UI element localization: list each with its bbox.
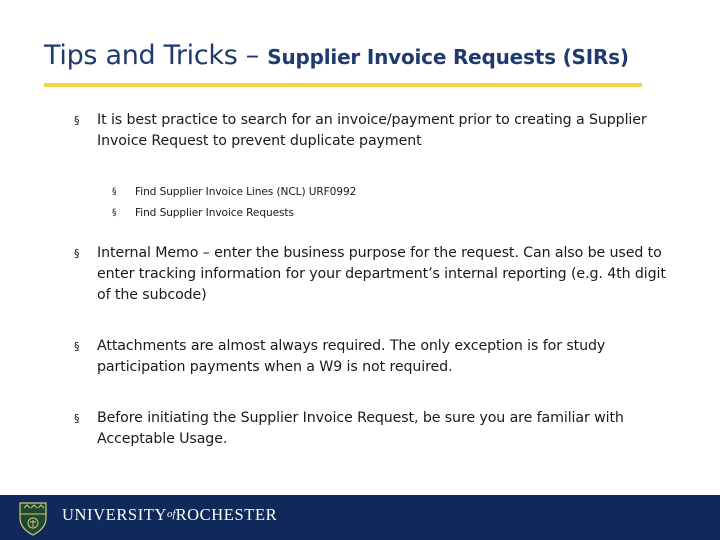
title-underline <box>44 83 642 87</box>
slide-title <box>44 40 629 71</box>
bullet-text: It is best practice to search for an invoice/payment prior to creating a Supplier Invoice Request to prevent duplicate payment <box>97 112 647 149</box>
bullet-marker: § <box>74 412 80 425</box>
logo-word-rochester: ROCHESTER <box>175 505 278 524</box>
sub-bullet-item <box>112 182 674 203</box>
bullet-marker: § <box>74 114 80 127</box>
bullet-marker: § <box>74 247 80 260</box>
bullet-item <box>74 243 674 306</box>
title-main: Supplier Invoice Requests (SIRs) <box>267 45 629 69</box>
university-crest-icon <box>18 500 48 536</box>
logo-word-university: UNIVERSITY <box>62 505 167 524</box>
bullet-text: Attachments are almost always required. The only exception is for study participation payments when a W9 is not required. <box>97 338 606 375</box>
bullet-text: Before initiating the Supplier Invoice Request, be sure you are familiar with Acceptable Usage. <box>97 410 624 447</box>
title-prefix: Tips and Tricks – <box>44 40 268 71</box>
slide-content <box>74 110 674 450</box>
bullet-item <box>74 408 674 450</box>
university-logo <box>62 505 277 525</box>
bullet-item <box>74 336 674 378</box>
bullet-item <box>74 110 674 152</box>
bullet-text: Internal Memo – enter the business purpose for the request. Can also be used to enter tracking information for your department’s internal reporting (e.g. 4th digit of the subcode) <box>97 245 666 303</box>
bullet-marker: § <box>112 187 117 197</box>
bullet-marker: § <box>112 208 117 218</box>
sub-bullet-text: Find Supplier Invoice Lines (NCL) URF0992 <box>135 186 357 198</box>
sub-bullet-item <box>112 203 674 224</box>
sub-bullet-text: Find Supplier Invoice Requests <box>135 207 294 219</box>
bullet-marker: § <box>74 340 80 353</box>
logo-word-of: of <box>167 508 176 520</box>
page-number: 2 <box>672 480 680 494</box>
